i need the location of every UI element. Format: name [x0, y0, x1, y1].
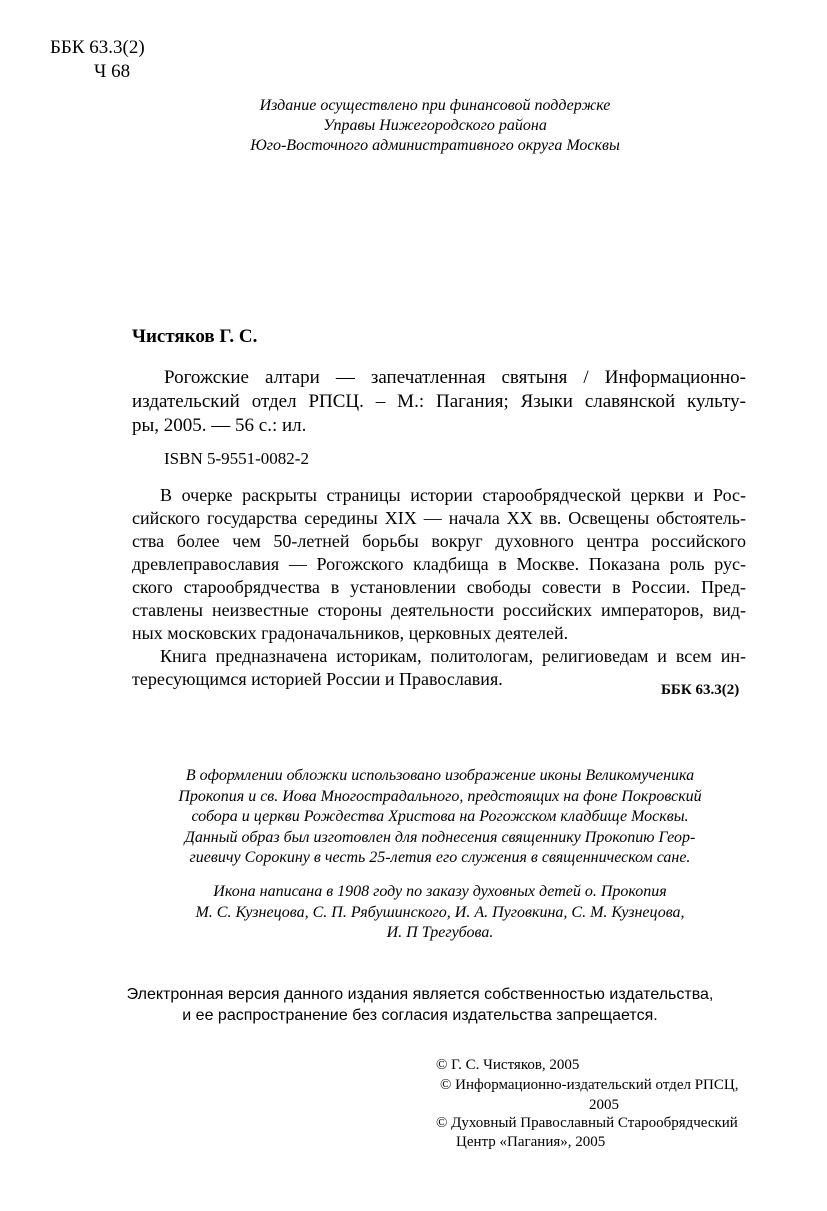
abstract-line: сийского государства середины XIX — начала XX вв. Освещены обстоятель-	[132, 508, 746, 528]
support-line: Управы Нижегородского района	[323, 117, 547, 134]
abstract-line: тересующимся историей России и Православия.	[132, 669, 503, 689]
author-name: Чистяков Г. С.	[132, 326, 258, 347]
icon-note-line: М. С. Кузнецова, С. П. Рябушинского, И. А. Пуговкина, С. М. Кузнецова,	[195, 903, 685, 921]
copyright-line: © Г. С. Чистяков, 2005	[436, 1057, 580, 1073]
abstract-line: ставлены неизвестные стороны деятельности российских императоров, вид-	[132, 600, 746, 620]
abstract-line: ства более чем 50-летней борьбы вокруг духовного центра российского	[132, 531, 746, 551]
copyright-line: © Информационно-издательский отдел РПСЦ,	[440, 1077, 739, 1093]
bbk-code: ББК 63.3(2)	[50, 37, 145, 58]
biblio-line: Рогожские алтари — запечатленная святыня / Информационно-	[164, 367, 746, 388]
biblio-line: ры, 2005. — 56 с.: ил.	[132, 415, 307, 436]
electronic-line: и ее распространение без согласия издательства запрещается.	[182, 1007, 658, 1024]
copyright-line: 2005	[589, 1097, 619, 1113]
cover-line: В оформлении обложки использовано изображение иконы Великомученика	[185, 767, 695, 784]
support-line: Издание осуществлено при финансовой поддержке	[259, 97, 611, 114]
abstract-line: Книга предназначена историкам, политологам, религиоведам и всем ин-	[160, 646, 746, 666]
icon-note	[120, 882, 760, 944]
cover-line: собора и церкви Рождества Христова на Рогожском кладбище Москвы.	[191, 808, 689, 825]
icon-note-line: Икона написана в 1908 году по заказу духовных детей о. Прокопия	[213, 883, 667, 900]
bbk-bottom: ББК 63.3(2)	[661, 682, 740, 698]
author-mark: Ч 68	[94, 61, 131, 82]
support-notice	[150, 96, 720, 156]
abstract-line: ского старообрядчества в установлении свободы совести в России. Пред-	[132, 577, 746, 597]
electronic-notice	[60, 984, 780, 1026]
isbn: ISBN 5-9551-0082-2	[164, 449, 309, 468]
abstract-line: ных московских градоначальников, церковных деятелей.	[132, 623, 569, 643]
cover-note	[120, 766, 760, 869]
abstract-line: древлеправославия — Рогожского кладбища в Москве. Показана роль рус-	[132, 554, 746, 574]
cover-line: Данный образ был изготовлен для поднесения священнику Прокопию Геор-	[184, 828, 696, 846]
support-line: Юго-Восточного административного округа Москвы	[250, 137, 620, 154]
icon-note-line: И. П Трегубова.	[386, 924, 494, 941]
cover-line: Прокопия и св. Иова Многострадального, предстоящих на фоне Покровский	[178, 787, 702, 805]
cover-line: гиевичу Сорокину в честь 25-летия его служения в священническом сане.	[189, 849, 691, 866]
copyright-line: Центр «Пагания», 2005	[456, 1134, 606, 1150]
copyright-line: © Духовный Православный Старообрядческий	[436, 1115, 738, 1131]
electronic-line: Электронная версия данного издания является собственностью издательства,	[126, 986, 714, 1003]
abstract-line: В очерке раскрыты страницы истории старообрядческой церкви и Рос-	[160, 485, 746, 505]
biblio-line: издательский отдел РПСЦ. – М.: Пагания; Языки славянской культу-	[132, 391, 746, 412]
